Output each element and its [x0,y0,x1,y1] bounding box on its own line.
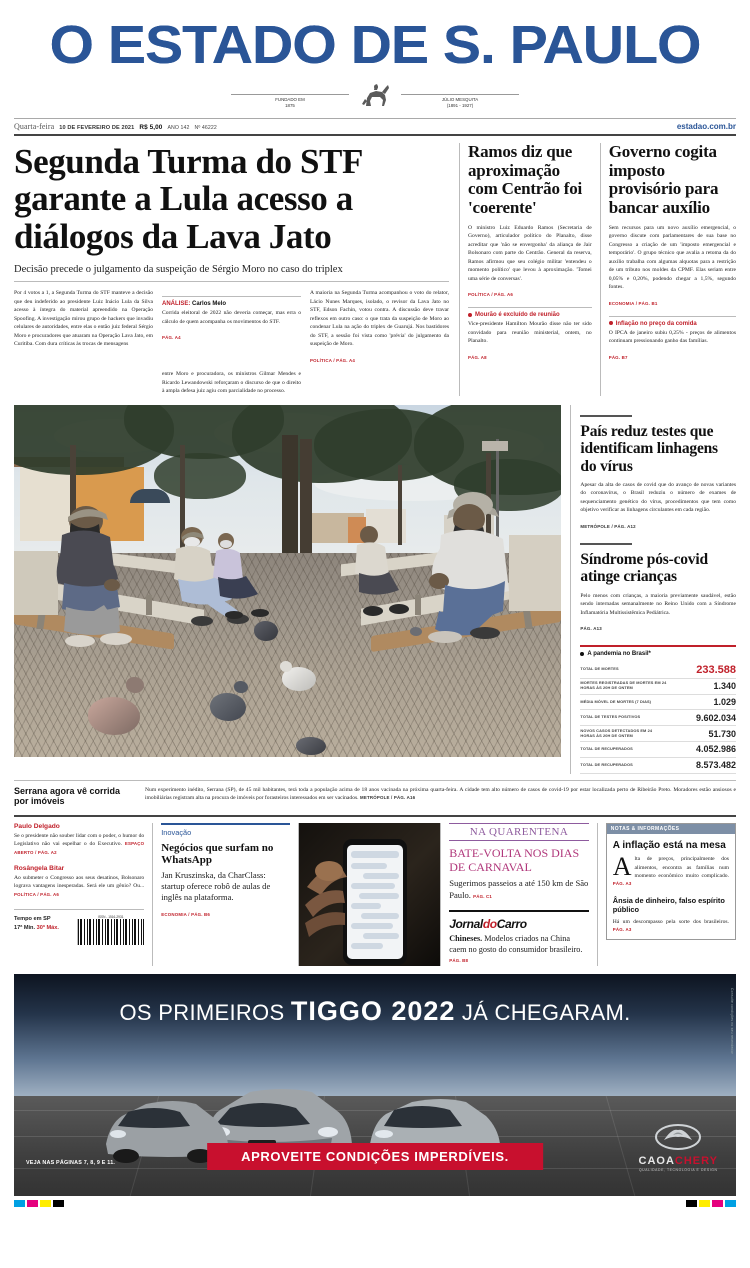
pigeon-foreground-mid [210,693,246,721]
opinion-ref-1[interactable]: ESPAÇO ABERTO / PÁG. A2 [14,841,145,855]
story-ramos[interactable] [459,143,600,396]
ad-headline-part-1: OS PRIMEIROS [119,1000,285,1026]
photo-and-rail [14,405,736,774]
bullet-mourao-label: Mourão é excluído de reunião [475,312,560,319]
founder-name: JÚLIO MESQUITA [441,96,479,102]
lead-subhead: Decisão precede o julgamento da suspeição de Sérgio Moro no caso do triplex [14,264,449,282]
founder-years: (1891 - 1927) [446,103,474,109]
rail-story-sindrome[interactable] [580,551,736,635]
pandemic-row-label: NOVOS CASOS DETECTADOS EM 24 HORAS ÀS 20H DE ONTEM [580,727,653,738]
pandemic-row-label: MORTES REGISTRADAS DE MORTES EM 24 HORAS ÀS 20H DE ONTEM [580,680,667,691]
innovation-section[interactable] [152,823,297,966]
opinion-text-1 [14,832,144,857]
barcode-block [77,915,144,945]
quarentena-section[interactable] [440,823,597,966]
registration-color-chip [712,1200,723,1207]
weather-values [14,924,59,932]
registration-color-chip [40,1200,51,1207]
quarentena-tag: NA QUARENTENA [449,823,589,841]
pigeon-bottom [296,737,326,755]
jornal-do-carro-logo [449,917,589,931]
person-seated-left-far [204,529,274,630]
dateline-year: ANO 142 [167,125,190,131]
bullet-mourao[interactable] [468,307,592,364]
jdc-page-ref[interactable]: PÁG. B8 [449,958,469,964]
pandemic-row-value: 9.602.034 [695,712,736,723]
testes-text: Apesar da alta de casos de covid que do avanço de novas variantes do coronavírus, o Brasil reduziu o número de exames de sequenciamento genético do vírus, procedimentos que tem como objetivo verificar as linhagens circulantes em cada região. [580,481,736,514]
jdc-word-2: do [482,916,497,931]
bullet-inflacao[interactable] [609,316,736,364]
analysis-label: ANÁLISE: [162,301,191,308]
analysis-block[interactable] [162,296,301,344]
person-seated-right-far [341,523,421,632]
lead-body-columns [14,289,449,396]
person-seated-right-foreground [411,485,531,652]
bullet-inflacao-ref[interactable]: PÁG. B7 [608,354,628,360]
story-governo[interactable] [600,143,736,396]
notas-body-2: Há um descompasso pela sorte dos brasileiros. [612,918,729,925]
pigeon-head [280,661,292,672]
weather-and-barcode [14,909,144,945]
sindrome-text: Pelo menos com crianças, a maioria previamente saudável, estão sendo internadas semanalmente no Reino Unido com a Síndrome Inflamatória Multissistêmica Pediátrica. [580,592,736,616]
barcode-caption: ISSN - 1516-2931 [97,915,124,920]
pandemic-panel-title [580,651,736,657]
quarentena-headline[interactable]: BATE-VOLTA NOS DIAS DE CARNAVAL [449,845,580,874]
pandemic-row-label: TOTAL DE TESTES POSITIVOS [580,714,641,720]
bullet-dot-icon [609,321,613,325]
governo-body: Sem recursos para um novo auxílio emergencial, o governo discute com parlamentares de sua base no Congresso a criação de um 'imposto emergencial e temporário'. O grupo técnico que avalia a retoma da do auxílio trabalha com algumas alquotas para a restrição de um tributo nos moldes da CPMF. Elas seriam entre 0,05% e 0,20%, podendo chegar a 1,5%, segundo fontes. [608,224,736,291]
pigeon-foreground-left [88,697,140,735]
pandemic-data-row [580,726,736,742]
registration-chips-right [686,1200,736,1207]
pandemic-data-row [580,742,736,758]
chery-tiggo-advertisement[interactable] [14,974,736,1196]
chery-emblem-icon [655,1124,701,1150]
registration-color-chip [14,1200,25,1207]
notas-body: lta de preços, principalmente dos alimentos, encontra as famílias num momento econômico muito complicado. [634,856,729,880]
bullet-inflacao-title [609,321,736,327]
jdc-lead: Chineses. [449,933,483,943]
brand-chery: CHERY [674,1155,718,1168]
opinion-text-2 [14,874,144,899]
pandemic-data-panel [580,645,736,773]
innovation-photo-block [298,823,441,966]
pigeon-mid [254,621,278,641]
tree-trunk [300,439,312,565]
caption-page-ref[interactable]: METRÓPOLE / PÁG. A16 [360,794,416,800]
dateline-left [14,122,217,131]
lead-page-ref[interactable]: POLÍTICA / PÁG. A4 [310,357,355,363]
pigeon-head [234,681,248,693]
caption-body: Num experimento inédito, Serrana (SP), de 45 mil habitantes, terá toda a população acima de 18 anos vacinada na próxima quarta-feira. A cidade tem alto número de casos de covid-19 por estar localizada perto de Ribeirão Preto. Moradores estão ansiosos e imobiliárias registram alta na procura de imóveis por forasteiros interessados em ser vacinados. [145,786,736,801]
hand-holding-smartphone-photo [299,823,441,966]
ramos-page-ref[interactable]: POLÍTICA / PÁG. A6 [468,292,513,298]
jdc-word-1: Jornal [449,916,483,931]
photo-caption [14,780,736,807]
founded-text: FUNDADO EM [275,96,305,102]
top-news-grid [14,143,736,396]
pandemic-data-row [580,758,736,774]
notas-page-ref-2[interactable]: PÁG. A3 [612,927,632,932]
ad-veja-paginas[interactable]: VEJA NAS PÁGINAS 7, 8, 9 E 11. [26,1160,116,1167]
newspaper-title: O ESTADO DE S. PAULO [49,15,701,75]
rail-story-testes[interactable] [580,423,736,533]
dateline-price: R$ 5,00 [139,124,163,131]
weather-label: Tempo em SP [14,916,51,923]
ramos-body: O ministro Luiz Eduardo Ramos (Secretaria de Governo), articulador político do Planalto, disse acreditar que 'não se envergonha' da aliança de Jair Bolsonaro com parte do Centrão. General da reserva, Ramos afirmou que seu colégio militar 'entendeu o momento político' que levou à aproximação. 'Tomei uma série de conversas'. [468,224,592,282]
brand-wordmark [639,1155,719,1167]
opinion-body-2: Ao submeter o Congresso aos seus desatinos, Bolsonaro lograva vantagens inesperadas. Será ele um gênio? Ou... [14,874,145,890]
caoa-chery-logo [639,1124,719,1172]
innovation-text: Jan Kruszinska, da CharClass: startup oferece robô de aulas de inglês na plataforma. [161,869,271,903]
registration-chips-left [14,1200,64,1207]
jdc-word-3: Carro [496,916,527,931]
pandemic-row-value: 233.588 [696,663,736,676]
brand-tagline: QUALIDADE, TECNOLOGIA E DESIGN [638,1168,718,1173]
ad-headline-part-2: JÁ CHEGARAM. [461,1000,631,1026]
analysis-author: Carlos Melo [192,301,227,308]
pandemic-row-value: 1.029 [713,697,736,708]
brand-caoa: CAOA [638,1155,675,1168]
notas-headline[interactable]: A inflação está na mesa [612,839,726,851]
bullet-inflacao-label: Inflação no preço da comida [615,320,697,327]
website-link[interactable]: estadao.com.br [676,122,736,131]
notas-headline-2[interactable]: Ânsia de dinheiro, falso espírito público [612,895,725,914]
registration-color-chip [53,1200,64,1207]
founded-year: 1875 [285,103,295,109]
notas-text [612,852,729,889]
ad-offer-banner[interactable]: APROVEITE CONDIÇÕES IMPERDÍVEIS. [207,1143,543,1170]
opinion-body-1: Se o presidente não souber lidar com o poder, o humor do Legislativo não vai espelhar o do Executivo. [14,832,145,848]
governo-page-ref[interactable]: ECONOMIA / PÁG. B1 [608,300,658,306]
quarentena-text [449,878,589,900]
right-rail [570,405,736,774]
dateline-date: 10 DE FEVEREIRO DE 2021 [59,125,135,131]
opinion-author-1[interactable]: Paulo Delgado [14,822,60,830]
pigeon-head [126,677,144,693]
lead-paragraph-1: Por 4 votos a 1, a Segunda Turma do STF manteve a decisão que deu indeferido ao presidente Luiz Inácio Lula da Silva acesso à íntegra do material apreendido na Operação Spoofing. A investigação mirou grupo de hackers que invadiu celulares de autoridades, entre elas o então juiz federal Sérgio Moro e procuradores que atuaram na Operação Lava Jato, em Curitiba. Com dura críticas às trocas de mensagens [14,290,153,348]
rail-divider [580,543,632,545]
quarentena-page-ref[interactable]: PÁG. C1 [473,893,493,899]
pandemic-row-value: 1.340 [713,681,736,692]
founder-info [0,82,750,110]
notas-section[interactable] [597,823,736,966]
pandemic-row-value: 4.052.986 [695,744,736,755]
notas-box [606,823,736,941]
pandemic-row-value: 51.730 [708,728,736,739]
dateline-issue: Nº 46222 [194,125,217,131]
registration-color-chip [699,1200,710,1207]
analysis-page-ref[interactable]: PÁG. A4 [162,335,181,341]
quarentena-body: Sugerimos passeios a até 150 km de São Paulo. [449,878,589,900]
innovation-tag: Inovação [161,823,289,837]
person-seated-left-foreground [44,499,156,654]
pandemic-data-row [580,710,736,726]
pandemic-rows [580,661,736,773]
pandemic-title-text: A pandemia no Brasil* [587,651,651,658]
barcode-icon [77,919,144,945]
lead-body-col-1 [14,289,153,396]
masthead [0,0,750,110]
notas-dropcap: A [612,852,632,882]
ramos-headline[interactable]: Ramos diz que aproximação com Centrão foi 'coerente' [468,142,583,218]
dateline [14,118,736,136]
bullet-mourao-text: Vice-presidente Hamilton Mourão disse não ter sido convidado para reunião ministerial, ontem, no Planalto. [468,321,592,345]
opinion-column[interactable] [14,823,152,966]
registration-bar [14,1199,736,1208]
weather-max: 30ª Máx. [36,924,59,931]
pandemic-row-label: MÉDIA MÓVEL DE MORTES (7 DIAS) [580,698,652,704]
pandemic-data-row [580,679,736,695]
sindrome-page-ref[interactable]: PÁG. A13 [580,626,602,632]
weather-block [14,915,59,932]
bullet-dot-icon [468,313,472,317]
jdc-text [449,934,589,966]
tree-canopy [154,453,246,499]
notas-tag: NOTAS & INFORMAÇÕES [607,824,735,834]
rail-divider [580,415,632,417]
testes-page-ref[interactable]: METRÓPOLE / PÁG. A12 [580,523,636,529]
lead-story[interactable] [14,143,459,396]
governo-headline[interactable]: Governo cogita imposto provisório para bancar auxílio [608,142,719,218]
registration-color-chip [725,1200,736,1207]
opinion-ref-2[interactable]: POLÍTICA / PÁG. A6 [14,891,59,897]
pandemic-data-row [580,695,736,711]
lead-body-col-3 [310,289,449,396]
notas-text-2 [613,918,729,935]
registration-color-chip [27,1200,38,1207]
pandemic-row-label: TOTAL DE RECUPERADOS [580,745,633,751]
testes-headline[interactable]: País reduz testes que identificam linhagens do vírus [580,422,718,475]
bullet-inflacao-text: O IPCA de janeiro subiu 0,25% - preços de alimentos continuam pressionando ganho das famílias. [608,329,736,345]
lead-paragraph-2: entre Moro e procuradora, os ministros Gilmar Mendes e Ricardo Lewandowski reforçaram o discurso de que o direito à ampla defesa juiz agiu com parcialidade no processo. [162,371,301,395]
analysis-text: Corrida eleitoral de 2022 não deveria começar, mas erra o cálculo de quem acompanha os movimentos do STF. [162,310,301,325]
horse-rider-icon [355,80,395,110]
ad-headline [14,996,736,1027]
caption-text [145,786,736,807]
bullet-mourao-title [468,312,592,318]
pandemic-row-label: TOTAL DE RECUPERADOS [580,761,633,767]
lead-paragraph-3: A maioria na Segunda Turma acompanhou o voto do relator, Lácio Nunes Marques, isolado, o revisor da Lava Jato no STF, Edson Fachin, votou contra. A discussão deve travar reflexos em outro caso: o que trata da suspeição de Moro ao condenar Lula na ação do triplex de Guarujá. Nos bastidores do STF, a sessão foi vista como 'prévia' do julgamento da suspeição de Moro. [310,290,449,348]
analysis-title [162,301,301,307]
pandemic-data-row [580,661,736,679]
innovation-page-ref[interactable]: ECONOMIA / PÁG. B6 [161,912,211,918]
opinion-author-2[interactable]: Rosângela Bitar [14,864,65,872]
innovation-headline[interactable]: Negócios que surfam no WhatsApp [161,841,274,867]
founded-label [231,94,349,110]
jornal-do-carro-block[interactable] [449,910,589,966]
pandemic-row-label: TOTAL DE MORTES [580,666,619,672]
sindrome-headline[interactable]: Síndrome pós-covid atinge crianças [580,550,708,586]
ad-side-note: Consulte condições no seu revendedor [730,988,734,1055]
ad-headline-model: TIGGO 2022 [290,996,456,1027]
lead-headline[interactable]: Segunda Turma do STF garante a Lula acesso a diálogos da Lava Jato [14,142,362,256]
lead-body-col-2 [162,289,301,396]
notas-page-ref[interactable]: PÁG. A3 [612,881,632,887]
pandemic-row-value: 8.573.482 [695,760,736,771]
bullet-mourao-ref[interactable]: PÁG. A8 [468,354,487,360]
lamp-head [482,441,508,451]
caption-title: Serrana agora vê corrida por imóveis [14,785,121,807]
lower-strip [14,815,736,966]
pigeon-small [410,627,422,636]
dateline-weekday: Quarta-feira [14,122,55,131]
registration-color-chip [686,1200,697,1207]
serrana-square-pigeons-photo [14,405,561,757]
founder-name-block [401,94,519,110]
jdc-body: Modelos criados na China caem no gosto do consumidor brasileiro. [449,933,583,954]
tree-trunk [282,435,298,565]
bullet-dot-icon [580,652,584,656]
weather-min: 17ª Mín. [14,924,36,931]
